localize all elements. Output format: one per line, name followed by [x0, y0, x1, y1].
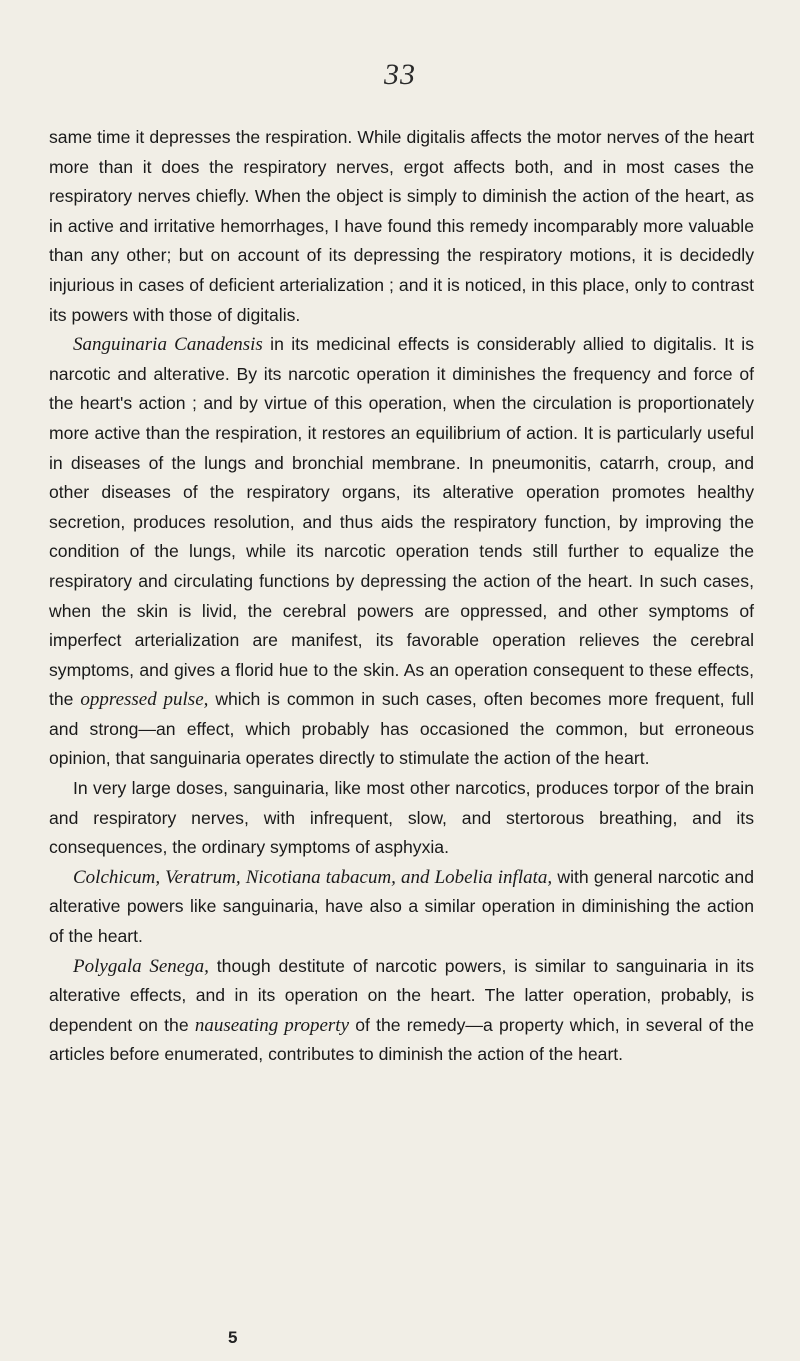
paragraph-colchicum: [49, 863, 754, 952]
paragraph-digitalis-ergot: [49, 123, 754, 330]
italic-term: Polygala Senega,: [73, 955, 209, 977]
page-number: 33: [384, 58, 416, 91]
italic-term: oppressed pulse,: [80, 689, 209, 711]
paragraph-text: though destitute of narcotic powers, is similar to sanguinaria in its alterative effects, and in its operation on the heart. The latter operation, probably, is dependent on the: [49, 955, 754, 1035]
paragraph-text: In very large doses, sanguinaria, like most other narcotics, produces torpor of the brain and respiratory nerves, with infrequent, slow, and stertorous breathing, and its consequences, the ordinary symptoms of asphyxia.: [49, 778, 754, 858]
body-text: [49, 123, 754, 1070]
paragraph-text: which is common in such cases, often becomes more frequent, full and strong—an effect, which probably has occasioned the common, but erroneous opinion, that sanguinaria operates directly to stimulate the action of the heart.: [49, 689, 754, 769]
paragraph-text: in its medicinal effects is considerably allied to digitalis. It is narcotic and alterative. By its narcotic operation it diminishes the frequency and force of the heart's action ; and by virtue of this operation, when the circulation is proportionately more active than the respiration, it restores an equilibrium of action. It is particularly useful in diseases of the lungs and bronchial membrane. In pneumonitis, catarrh, croup, and other diseases of the respiratory organs, its alterative operation promotes healthy secretion, produces resolution, and thus aids the respiratory function, by improving the condition of the lungs, while its narcotic operation tends still further to equalize the respiratory and circulating functions by depressing the action of the heart. In such cases, when the skin is livid, the cerebral powers are oppressed, and other symptoms of imperfect arterialization are manifest, its favorable operation relieves the cerebral symptoms, and gives a florid hue to the skin. As an operation consequent to these effects, the: [49, 334, 755, 710]
italic-term: Sanguinaria Canadensis: [73, 334, 263, 356]
paragraph-large-doses: [49, 774, 754, 863]
italic-term: nauseating property: [194, 1014, 350, 1036]
signature-mark: 5: [228, 1328, 238, 1347]
italic-term: Colchicum, Veratrum, Nicotiana tabacum, and Lobelia inflata,: [73, 866, 553, 888]
paragraph-text: with general narcotic and alterative powers like sanguinaria, have also a similar operation in diminishing the action of the heart.: [49, 866, 754, 947]
paragraph-text: same time it depresses the respiration. While digitalis affects the motor nerves of the heart more than it does the respiratory nerves, ergot affects both, and in most cases the respiratory nerves chiefly. When the object is simply to diminish the action of the heart, as in active and irritative hemorrhages, I have found this remedy incomparably more valuable than any other; but on account of its depressing the respiratory motions, it is decidedly injurious in cases of deficient arterialization ; and it is noticed, in this place, only to contrast its powers with those of digitalis.: [49, 127, 754, 325]
paragraph-polygala: [49, 952, 754, 1070]
paragraph-text: of the remedy—a property which, in several of the articles before enumerated, contributes to diminish the action of the heart.: [49, 1014, 755, 1065]
paragraph-sanguinaria: [49, 330, 754, 774]
